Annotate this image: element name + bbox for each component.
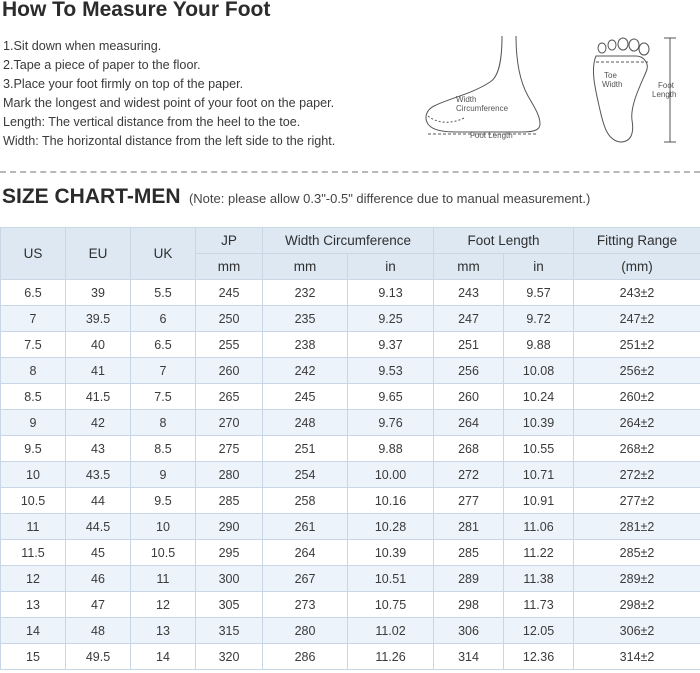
step-3: 3.Place your foot firmly on top of the paper. (3, 77, 244, 91)
cell-jp-mm: 255 (196, 332, 263, 358)
cell-uk: 10 (131, 514, 196, 540)
cell-eu: 44 (66, 488, 131, 514)
cell-length-mm: 272 (434, 462, 504, 488)
cell-length-mm: 306 (434, 618, 504, 644)
cell-eu: 42 (66, 410, 131, 436)
cell-uk: 12 (131, 592, 196, 618)
cell-width-in: 10.16 (348, 488, 434, 514)
cell-jp-mm: 260 (196, 358, 263, 384)
cell-width-in: 11.02 (348, 618, 434, 644)
cell-uk: 8 (131, 410, 196, 436)
header-length-mm: mm (434, 254, 504, 280)
cell-length-mm: 264 (434, 410, 504, 436)
width-circumference-label-1: Width (456, 95, 477, 104)
step-length: Length: The vertical distance from the heel to the toe. (3, 115, 301, 129)
cell-width-in: 10.51 (348, 566, 434, 592)
cell-fitting-range: 281±2 (574, 514, 700, 540)
cell-length-in: 10.71 (504, 462, 574, 488)
cell-fitting-range: 289±2 (574, 566, 700, 592)
cell-length-in: 12.36 (504, 644, 574, 670)
cell-jp-mm: 315 (196, 618, 263, 644)
cell-width-in: 10.39 (348, 540, 434, 566)
cell-width-mm: 261 (263, 514, 348, 540)
cell-us: 9 (1, 410, 66, 436)
cell-fitting-range: 285±2 (574, 540, 700, 566)
cell-eu: 43 (66, 436, 131, 462)
cell-length-mm: 251 (434, 332, 504, 358)
cell-length-mm: 298 (434, 592, 504, 618)
cell-width-in: 9.13 (348, 280, 434, 306)
table-row (1, 618, 700, 644)
cell-us: 7.5 (1, 332, 66, 358)
cell-jp-mm: 320 (196, 644, 263, 670)
cell-eu: 46 (66, 566, 131, 592)
table-row (1, 436, 700, 462)
size-chart-body (1, 280, 700, 670)
foot-measure-diagram (418, 36, 700, 156)
cell-length-in: 9.57 (504, 280, 574, 306)
cell-us: 11.5 (1, 540, 66, 566)
cell-us: 10.5 (1, 488, 66, 514)
cell-width-mm: 254 (263, 462, 348, 488)
cell-length-mm: 268 (434, 436, 504, 462)
cell-jp-mm: 300 (196, 566, 263, 592)
cell-us: 8.5 (1, 384, 66, 410)
size-chart-heading (2, 185, 590, 209)
side-foot-length-label: Foot Length (470, 131, 513, 140)
cell-fitting-range: 298±2 (574, 592, 700, 618)
cell-fitting-range: 306±2 (574, 618, 700, 644)
cell-width-mm: 235 (263, 306, 348, 332)
size-chart-note: (Note: please allow 0.3"-0.5" difference due to manual measurement.) (188, 191, 591, 206)
cell-length-mm: 277 (434, 488, 504, 514)
cell-length-in: 10.24 (504, 384, 574, 410)
table-row (1, 514, 700, 540)
cell-length-mm: 281 (434, 514, 504, 540)
cell-us: 10 (1, 462, 66, 488)
cell-length-in: 11.06 (504, 514, 574, 540)
cell-uk: 6.5 (131, 332, 196, 358)
toe-width-label-1: Toe (604, 71, 617, 80)
header-width-in: in (348, 254, 434, 280)
cell-eu: 44.5 (66, 514, 131, 540)
table-row (1, 462, 700, 488)
header-jp-unit: mm (196, 254, 263, 280)
cell-eu: 41 (66, 358, 131, 384)
top-foot-length-label-1: Foot (658, 81, 675, 90)
header-foot-length: Foot Length (434, 228, 574, 254)
table-row (1, 644, 700, 670)
cell-width-in: 9.88 (348, 436, 434, 462)
table-row (1, 410, 700, 436)
cell-width-mm: 258 (263, 488, 348, 514)
cell-eu: 41.5 (66, 384, 131, 410)
cell-jp-mm: 290 (196, 514, 263, 540)
step-width: Width: The horizontal distance from the left side to the right. (3, 134, 336, 148)
cell-us: 14 (1, 618, 66, 644)
cell-jp-mm: 250 (196, 306, 263, 332)
header-length-in: in (504, 254, 574, 280)
cell-length-in: 9.88 (504, 332, 574, 358)
cell-width-in: 10.00 (348, 462, 434, 488)
table-row (1, 488, 700, 514)
cell-eu: 47 (66, 592, 131, 618)
cell-eu: 48 (66, 618, 131, 644)
cell-us: 15 (1, 644, 66, 670)
table-row (1, 592, 700, 618)
foot-side-view-icon (426, 36, 540, 134)
cell-fitting-range: 260±2 (574, 384, 700, 410)
cell-length-in: 9.72 (504, 306, 574, 332)
cell-jp-mm: 265 (196, 384, 263, 410)
cell-eu: 39.5 (66, 306, 131, 332)
cell-fitting-range: 243±2 (574, 280, 700, 306)
cell-width-in: 9.76 (348, 410, 434, 436)
header-us: US (1, 228, 66, 280)
table-row (1, 306, 700, 332)
cell-width-mm: 238 (263, 332, 348, 358)
cell-length-in: 10.08 (504, 358, 574, 384)
cell-uk: 8.5 (131, 436, 196, 462)
header-width-circumference: Width Circumference (263, 228, 434, 254)
cell-jp-mm: 280 (196, 462, 263, 488)
cell-width-in: 9.25 (348, 306, 434, 332)
cell-eu: 49.5 (66, 644, 131, 670)
cell-fitting-range: 247±2 (574, 306, 700, 332)
width-circumference-label-2: Circumference (456, 104, 509, 113)
measure-title: How To Measure Your Foot (2, 0, 271, 21)
cell-eu: 45 (66, 540, 131, 566)
header-uk: UK (131, 228, 196, 280)
cell-fitting-range: 314±2 (574, 644, 700, 670)
cell-width-mm: 245 (263, 384, 348, 410)
cell-uk: 10.5 (131, 540, 196, 566)
header-fitting-unit: (mm) (574, 254, 700, 280)
cell-length-mm: 314 (434, 644, 504, 670)
header-jp: JP (196, 228, 263, 254)
step-1: 1.Sit down when measuring. (3, 39, 162, 53)
measure-steps (3, 37, 335, 151)
cell-uk: 9.5 (131, 488, 196, 514)
cell-uk: 5.5 (131, 280, 196, 306)
cell-us: 6.5 (1, 280, 66, 306)
cell-width-mm: 248 (263, 410, 348, 436)
cell-length-in: 10.91 (504, 488, 574, 514)
cell-jp-mm: 270 (196, 410, 263, 436)
cell-fitting-range: 264±2 (574, 410, 700, 436)
cell-length-mm: 260 (434, 384, 504, 410)
cell-uk: 7 (131, 358, 196, 384)
header-width-mm: mm (263, 254, 348, 280)
cell-uk: 6 (131, 306, 196, 332)
cell-fitting-range: 272±2 (574, 462, 700, 488)
cell-length-mm: 256 (434, 358, 504, 384)
cell-jp-mm: 295 (196, 540, 263, 566)
cell-length-mm: 247 (434, 306, 504, 332)
table-row (1, 566, 700, 592)
cell-length-in: 11.22 (504, 540, 574, 566)
cell-length-in: 11.73 (504, 592, 574, 618)
size-chart-title: SIZE CHART-MEN (2, 185, 181, 208)
cell-us: 9.5 (1, 436, 66, 462)
cell-width-mm: 232 (263, 280, 348, 306)
cell-jp-mm: 305 (196, 592, 263, 618)
section-divider (0, 171, 700, 173)
cell-eu: 43.5 (66, 462, 131, 488)
toe-width-label-2: Width (602, 80, 623, 89)
cell-jp-mm: 245 (196, 280, 263, 306)
header-fitting-range: Fitting Range (574, 228, 700, 254)
cell-eu: 39 (66, 280, 131, 306)
cell-us: 8 (1, 358, 66, 384)
cell-fitting-range: 251±2 (574, 332, 700, 358)
header-eu: EU (66, 228, 131, 280)
cell-width-in: 9.65 (348, 384, 434, 410)
cell-uk: 14 (131, 644, 196, 670)
cell-width-in: 10.75 (348, 592, 434, 618)
step-mark: Mark the longest and widest point of your foot on the paper. (3, 96, 335, 110)
cell-uk: 9 (131, 462, 196, 488)
cell-length-mm: 285 (434, 540, 504, 566)
size-chart-table (0, 227, 700, 670)
cell-eu: 40 (66, 332, 131, 358)
cell-width-mm: 273 (263, 592, 348, 618)
table-row (1, 280, 700, 306)
top-foot-length-label-2: Length (652, 90, 677, 99)
cell-us: 12 (1, 566, 66, 592)
cell-jp-mm: 285 (196, 488, 263, 514)
cell-fitting-range: 256±2 (574, 358, 700, 384)
cell-length-in: 10.39 (504, 410, 574, 436)
cell-length-in: 12.05 (504, 618, 574, 644)
cell-width-mm: 280 (263, 618, 348, 644)
cell-width-in: 10.28 (348, 514, 434, 540)
cell-fitting-range: 268±2 (574, 436, 700, 462)
cell-us: 11 (1, 514, 66, 540)
cell-us: 7 (1, 306, 66, 332)
cell-length-mm: 243 (434, 280, 504, 306)
cell-jp-mm: 275 (196, 436, 263, 462)
cell-width-in: 9.37 (348, 332, 434, 358)
cell-width-mm: 286 (263, 644, 348, 670)
cell-us: 13 (1, 592, 66, 618)
table-row (1, 540, 700, 566)
cell-length-in: 10.55 (504, 436, 574, 462)
cell-width-mm: 264 (263, 540, 348, 566)
cell-uk: 13 (131, 618, 196, 644)
cell-fitting-range: 277±2 (574, 488, 700, 514)
cell-width-in: 11.26 (348, 644, 434, 670)
cell-length-in: 11.38 (504, 566, 574, 592)
table-row (1, 384, 700, 410)
cell-uk: 11 (131, 566, 196, 592)
cell-width-mm: 242 (263, 358, 348, 384)
table-row (1, 332, 700, 358)
cell-length-mm: 289 (434, 566, 504, 592)
cell-uk: 7.5 (131, 384, 196, 410)
cell-width-mm: 251 (263, 436, 348, 462)
cell-width-mm: 267 (263, 566, 348, 592)
table-row (1, 358, 700, 384)
cell-width-in: 9.53 (348, 358, 434, 384)
step-2: 2.Tape a piece of paper to the floor. (3, 58, 201, 72)
